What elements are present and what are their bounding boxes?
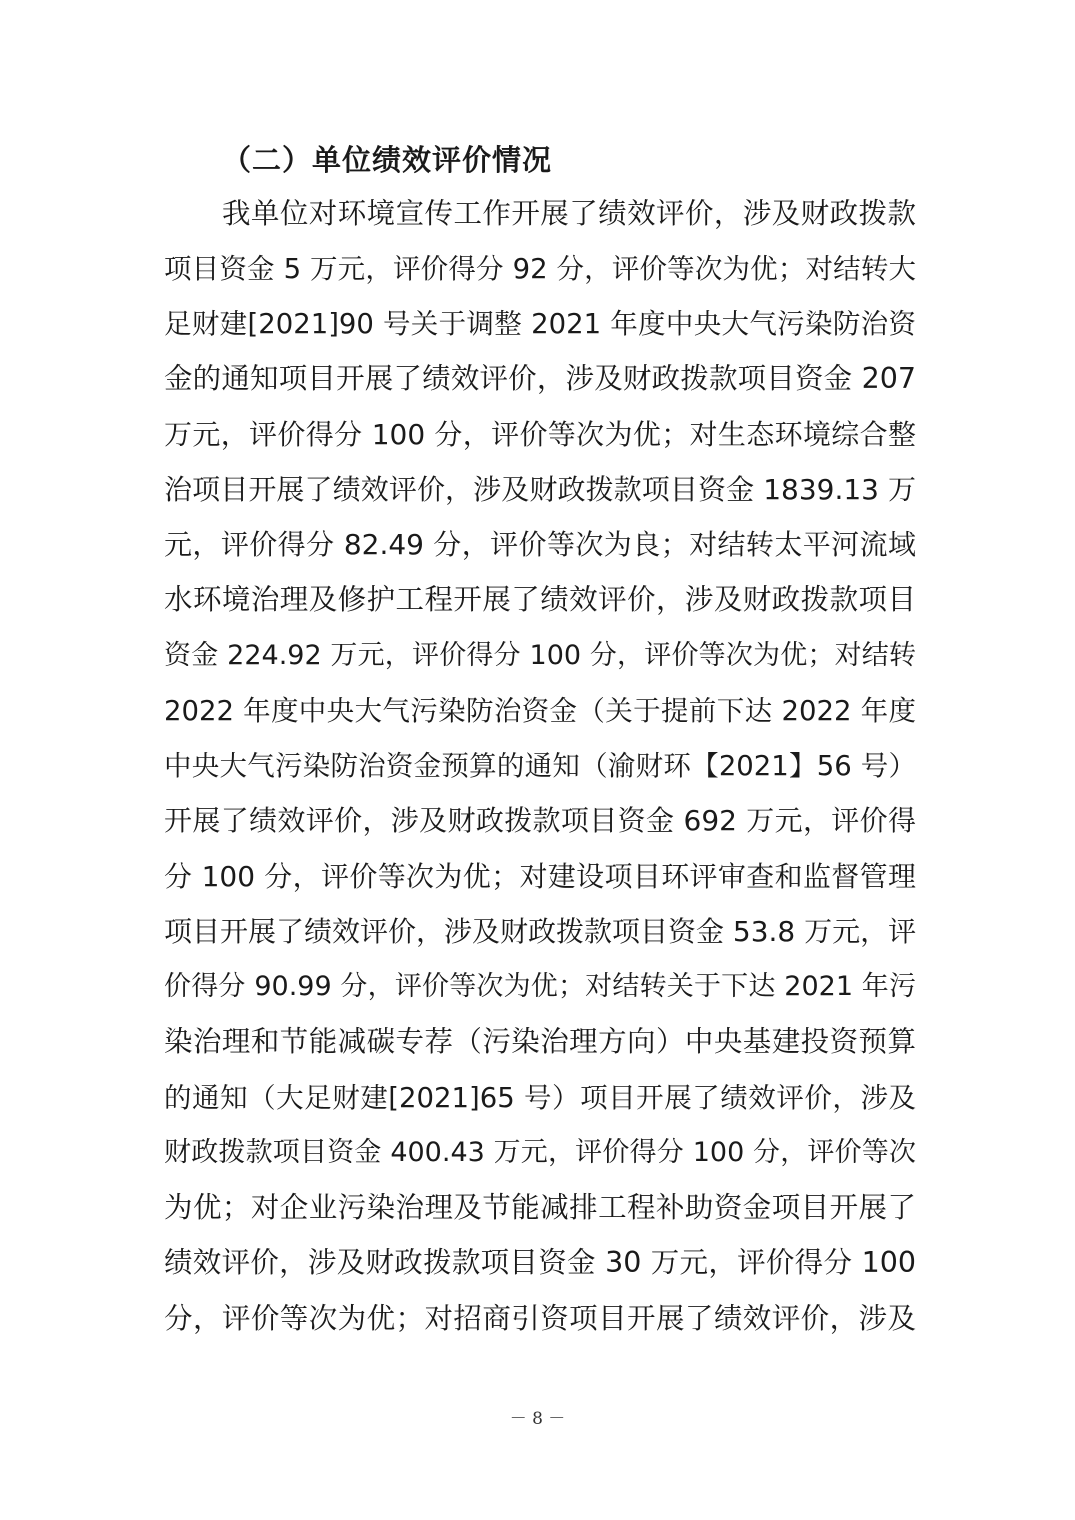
paragraph-line: 价得分 90.99 分，评价等次为优；对结转关于下达 2021 年污 (164, 971, 916, 1002)
paragraph-line: 分 100 分，评价等次为优；对建设项目环评审查和监督管理 (164, 860, 916, 893)
paragraph-line: 足财建[2021]90 号关于调整 2021 年度中央大气污染防治资 (164, 308, 916, 340)
paragraph-line: 分，评价等次为优；对招商引资项目开展了绩效评价，涉及 (164, 1302, 916, 1335)
paragraph-line: 为优；对企业污染治理及节能减排工程补助资金项目开展了 (164, 1191, 916, 1224)
section-heading: （二）单位绩效评价情况 (222, 143, 553, 177)
paragraph-line: 金的通知项目开展了绩效评价，涉及财政拨款项目资金 207 (164, 362, 916, 395)
paragraph-line: 资金 224.92 万元，评价得分 100 分，评价等次为优；对结转 (164, 640, 916, 671)
paragraph-line: 项目资金 5 万元，评价得分 92 分，评价等次为优；对结转大 (164, 253, 916, 285)
paragraph-line: 我单位对环境宣传工作开展了绩效评价，涉及财政拨款 (222, 197, 916, 230)
paragraph-line: 元，评价得分 82.49 分，评价等次为良；对结转太平河流域 (164, 528, 916, 561)
paragraph-line: 染治理和节能减碳专荐（污染治理方向）中央基建投资预算 (164, 1025, 916, 1058)
paragraph-line: 项目开展了绩效评价，涉及财政拨款项目资金 53.8 万元，评 (164, 915, 917, 948)
paragraph-line: 财政拨款项目资金 400.43 万元，评价得分 100 分，评价等次 (164, 1137, 916, 1168)
paragraph-line: 的通知（大足财建[2021]65 号）项目开展了绩效评价，涉及 (164, 1082, 916, 1114)
paragraph-line: 治项目开展了绩效评价，涉及财政拨款项目资金 1839.13 万 (164, 473, 916, 506)
paragraph-line: 绩效评价，涉及财政拨款项目资金 30 万元，评价得分 100 (164, 1246, 916, 1279)
paragraph-line: 万元，评价得分 100 分，评价等次为优；对生态环境综合整 (164, 418, 916, 451)
page-number: － 8 － (509, 1409, 566, 1429)
paragraph-line: 中央大气污染防治资金预算的通知（渝财环【2021】56 号） (164, 750, 916, 782)
paragraph-line: 开展了绩效评价，涉及财政拨款项目资金 692 万元，评价得 (164, 804, 916, 837)
paragraph-line: 水环境治理及修护工程开展了绩效评价，涉及财政拨款项目 (164, 583, 916, 616)
paragraph-line: 2022 年度中央大气污染防治资金（关于提前下达 2022 年度 (164, 695, 916, 727)
